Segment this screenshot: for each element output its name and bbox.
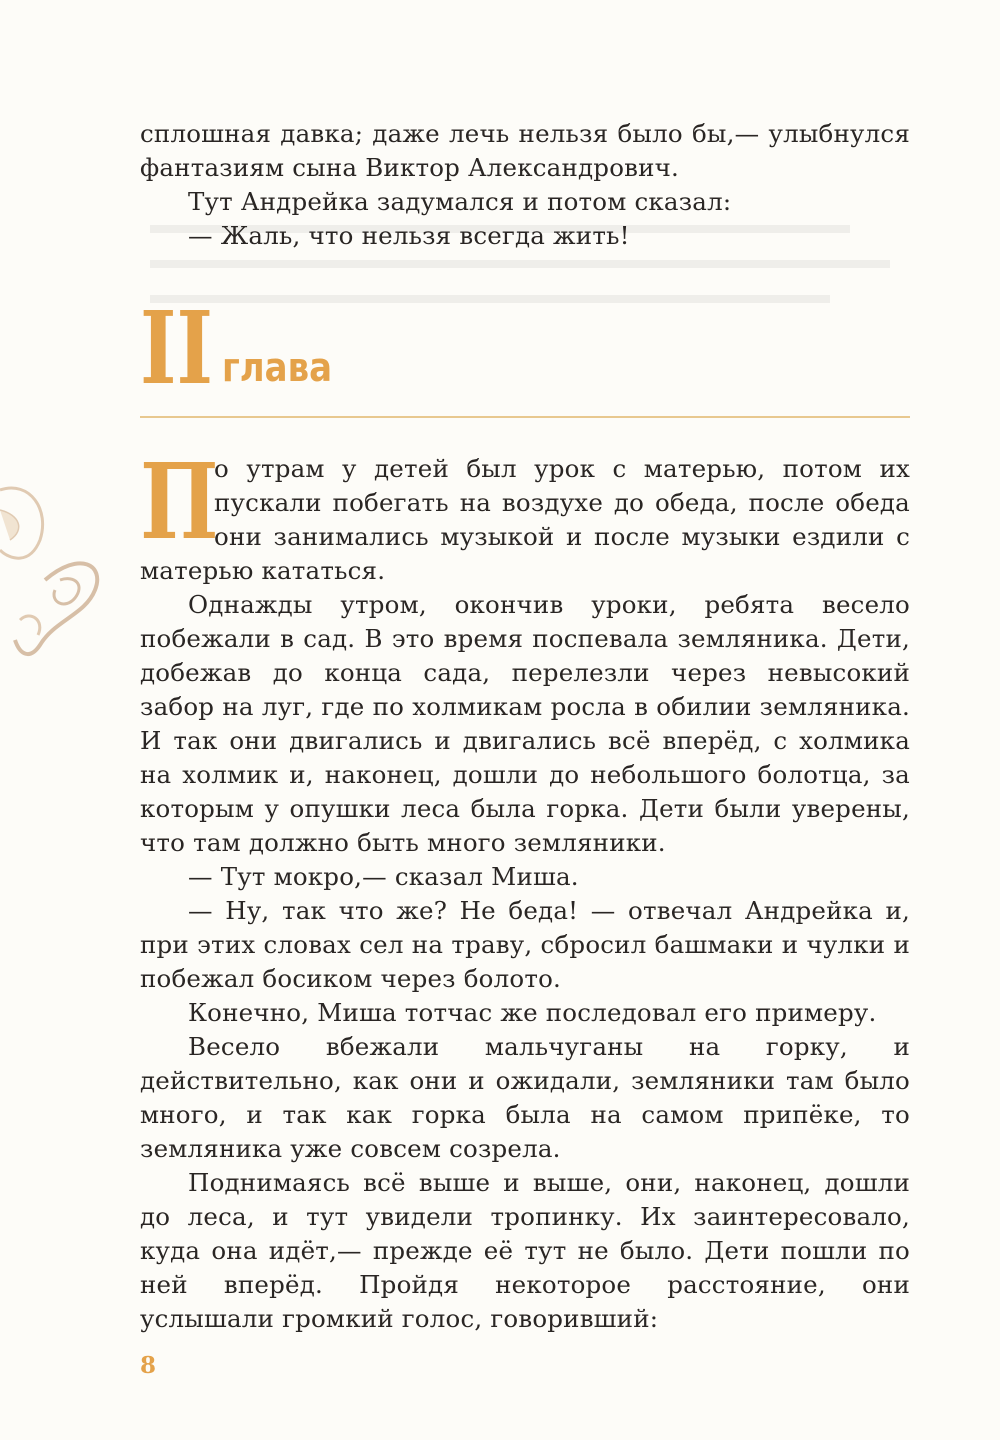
chapter-body	[140, 440, 910, 1336]
page-number: 8	[140, 1352, 157, 1379]
paragraph: Поднимаясь всё выше и выше, они, наконец, дошли до леса, и тут увидели тропинку. Их заинтересовало, куда она идёт,— прежде её тут не было. Дети пошли по ней вперёд. Пройдя некоторое расстояние, они услышали громкий голос, говоривший:	[140, 1168, 910, 1333]
paragraph: Однажды утром, окончив уроки, ребята весело побежали в сад. В это время поспевала земляника. Дети, добежав до конца сада, перелезли через невысокий забор на луг, где по холмикам росла в обилии земляника. И так они двигались и двигались всё вперёд, с холмика на холмик и, наконец, дошли до небольшого болотца, за которым у опушки леса была горка. Дети были уверены, что там должно быть много земляники.	[140, 590, 910, 857]
chapter-numeral: II	[140, 289, 213, 407]
paragraph: — Тут мокро,— сказал Миша.	[188, 862, 579, 891]
first-paragraph-text: о утрам у детей был урок с матерью, потом их пускали побегать на воздухе до обеда, после обеда они занимались музыкой и после музыки ездили с матерью кататься.	[140, 454, 910, 585]
paragraph: сплошная давка; даже лечь нельзя было бы,— улыбнулся фантазиям сына Виктор Александрович.	[140, 119, 910, 182]
chapter-heading	[140, 289, 910, 418]
drop-cap: П	[140, 440, 219, 563]
paragraph: — Жаль, что нельзя всегда жить!	[188, 221, 630, 250]
chapter-divider	[140, 416, 910, 418]
paragraph: Конечно, Миша тотчас же последовал его примеру.	[188, 998, 877, 1027]
paragraph: Весело вбежали мальчуганы на горку, и действительно, как они и ожидали, земляники там было много, и так как горка была на самом припёке, то земляника уже совсем созрела.	[140, 1032, 910, 1163]
floral-ornament-icon	[0, 470, 110, 670]
paragraph: — Ну, так что же? Не беда! — отвечал Андрейка и, при этих словах сел на траву, сбросил башмаки и чулки и побежал босиком через болото.	[140, 896, 910, 993]
top-text-block	[140, 117, 910, 253]
chapter-word: глава	[222, 345, 333, 391]
first-paragraph	[140, 440, 910, 588]
paragraph: Тут Андрейка задумался и потом сказал:	[188, 187, 732, 216]
